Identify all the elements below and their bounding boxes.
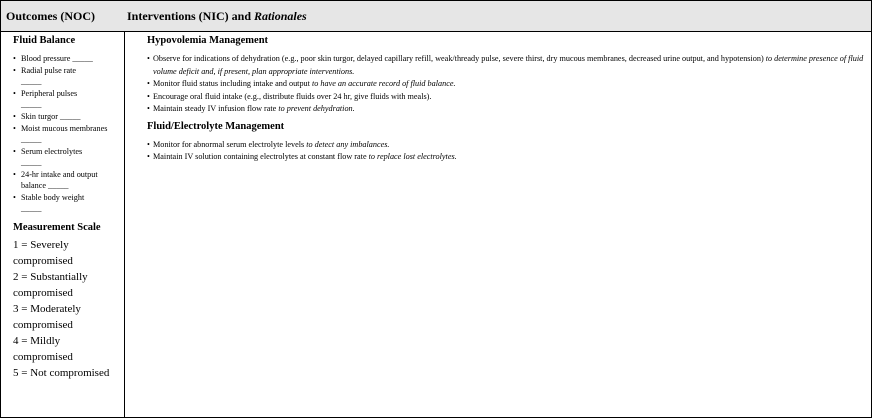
scale-description: Moderately compromised (13, 303, 81, 331)
rating-blank: _____ (21, 204, 42, 213)
indicator-text: Serum electrolytes (21, 147, 83, 156)
rationale-text: to determine presence of fluid volume deficit and, if present, plan appropriate interventions. (153, 54, 864, 76)
scale-number: 5 = (13, 367, 28, 379)
scale-item (13, 301, 121, 333)
measurement-scale-title: Measurement Scale (13, 222, 101, 233)
outcome-title: Fluid Balance (13, 35, 76, 46)
indicator-item (13, 169, 121, 191)
measurement-scale (13, 237, 121, 381)
rationale-text: to detect any imbalances. (306, 139, 390, 149)
intervention-text: Maintain IV solution containing electrolytes at constant flow rate (153, 152, 367, 161)
indicator-text: Blood pressure (21, 54, 71, 63)
intervention-text: Encourage oral fluid intake (e.g., distribute fluids over 24 hr, give fluids with meals). (153, 91, 432, 101)
rating-blank: _____ (21, 100, 42, 109)
scale-description: Not compromised (30, 367, 110, 379)
indicator-text: Stable body weight (21, 193, 85, 202)
rating-blank: _____ (21, 135, 42, 144)
indicator-text: Peripheral pulses (21, 89, 78, 98)
rating-blank: _____ (59, 112, 81, 121)
intervention-item (147, 78, 865, 91)
rationale-text: to replace lost electrolytes. (368, 152, 457, 161)
indicator-item (13, 123, 121, 145)
indicator-text: Moist mucous membranes (21, 124, 108, 133)
scale-number: 2 = (13, 271, 28, 283)
indicator-item (13, 111, 121, 122)
scale-item (13, 333, 121, 365)
scale-number: 3 = (13, 303, 28, 315)
scale-item (13, 269, 121, 301)
intervention-item (147, 103, 865, 116)
rating-blank: _____ (21, 158, 42, 167)
indicator-item (13, 146, 121, 168)
intervention-list (147, 139, 865, 164)
scale-item (13, 237, 121, 269)
scale-description: Substantially compromised (13, 271, 88, 299)
indicator-text: 24-hr intake and output balance (21, 170, 98, 190)
interventions-header (127, 9, 307, 24)
intervention-title: Fluid/Electrolyte Management (147, 120, 285, 132)
outcomes-header: Outcomes (NOC) (6, 9, 95, 23)
intervention-text: Observe for indications of dehydration (e.g., poor skin turgor, delayed capillary refill, weak/thready pulse, severe thirst, dry mucous membranes, decreased urine output, and hypotension) (153, 54, 764, 63)
interventions-column (125, 32, 871, 417)
intervention-text: Monitor for abnormal serum electrolyte levels (153, 139, 305, 149)
indicator-text: Skin turgor (21, 112, 58, 121)
rating-blank: _____ (72, 54, 93, 63)
rating-blank: _____ (48, 181, 69, 190)
intervention-text: Maintain steady IV infusion flow rate (153, 104, 277, 113)
intervention-list (147, 53, 865, 116)
indicator-item (13, 53, 121, 64)
indicator-text: Radial pulse rate (21, 66, 77, 75)
interventions-header-label: Interventions (NIC) and (127, 9, 252, 23)
indicator-list (13, 53, 121, 214)
indicator-item (13, 192, 121, 214)
intervention-item (147, 139, 865, 152)
intervention-item (147, 53, 865, 78)
intervention-item (147, 91, 865, 104)
intervention-text: Monitor fluid status including intake and output (153, 79, 310, 88)
scale-description: Mildly compromised (13, 335, 73, 363)
intervention-item (147, 151, 865, 164)
scale-number: 4 = (13, 335, 28, 347)
scale-description: Severely compromised (13, 239, 73, 267)
rationale-text: to prevent dehydration. (278, 104, 355, 113)
rationale-text: to have an accurate record of fluid balance. (311, 79, 456, 88)
indicator-item (13, 65, 121, 87)
rating-blank: _____ (21, 77, 42, 86)
rationales-header-label: Rationales (254, 9, 307, 23)
scale-item (13, 365, 121, 381)
table-header (1, 1, 871, 32)
outcomes-column (1, 32, 125, 417)
indicator-item (13, 88, 121, 110)
intervention-title: Hypovolemia Management (147, 35, 269, 46)
scale-number: 1 = (13, 239, 28, 251)
